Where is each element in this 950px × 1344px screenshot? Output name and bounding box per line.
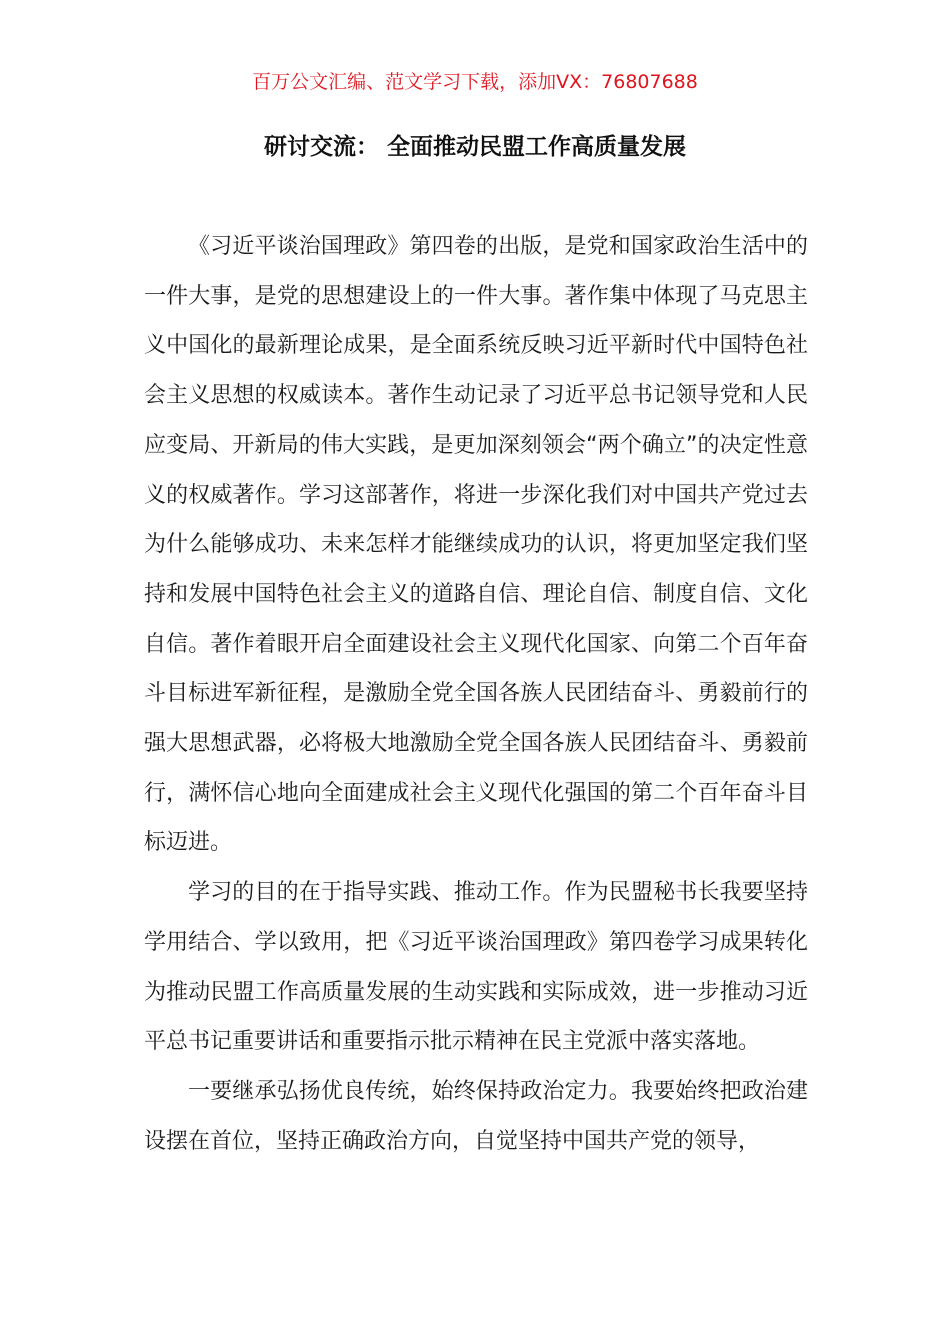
paragraph: 学习的目的在于指导实践、推动工作。作为民盟秘书长我要坚持学用结合、学以致用，把《习近平谈治国理政》第四卷学习成果转化为推动民盟工作高质量发展的生动实践和实际成效，进一步推动习近平总书记重要讲话和重要指示批示精神在民主党派中落实落地。: [144, 880, 808, 1055]
promo-banner: 百万公文汇编、范文学习下载，添加VX：76807688: [252, 71, 698, 93]
paragraph: 一要继承弘扬优良传统，始终保持政治定力。我要始终把政治建设摆在首位，坚持正确政治方向，自觉坚持中国共产党的领导，: [144, 1078, 808, 1154]
paragraph: 《习近平谈治国理政》第四卷的出版，是党和国家政治生活中的一件大事，是党的思想建设上的一件大事。著作集中体现了马克思主义中国化的最新理论成果，是全面系统反映习近平新时代中国特色社会主义思想的权威读本。著作生动记录了习近平总书记领导党和人民应变局、开新局的伟大实践，是更加深刻领会“两个确立”的决定性意义的权威著作。学习这部著作，将进一步深化我们对中国共产党过去为什么能够成功、未来怎样才能继续成功的认识，将更加坚定我们坚持和发展中国特色社会主义的道路自信、理论自信、制度自信、文化自信。著作着眼开启全面建设社会主义现代化国家、向第二个百年奋斗目标进军新征程，是激励全党全国各族人民团结奋斗、勇毅前行的强大思想武器，必将极大地激励全党全国各族人民团结奋斗、勇毅前行，满怀信心地向全面建成社会主义现代化强国的第二个百年奋斗目标迈进。: [144, 234, 808, 856]
document-title: 研讨交流： 全面推动民盟工作高质量发展: [263, 134, 686, 160]
document-body: [144, 222, 808, 1166]
